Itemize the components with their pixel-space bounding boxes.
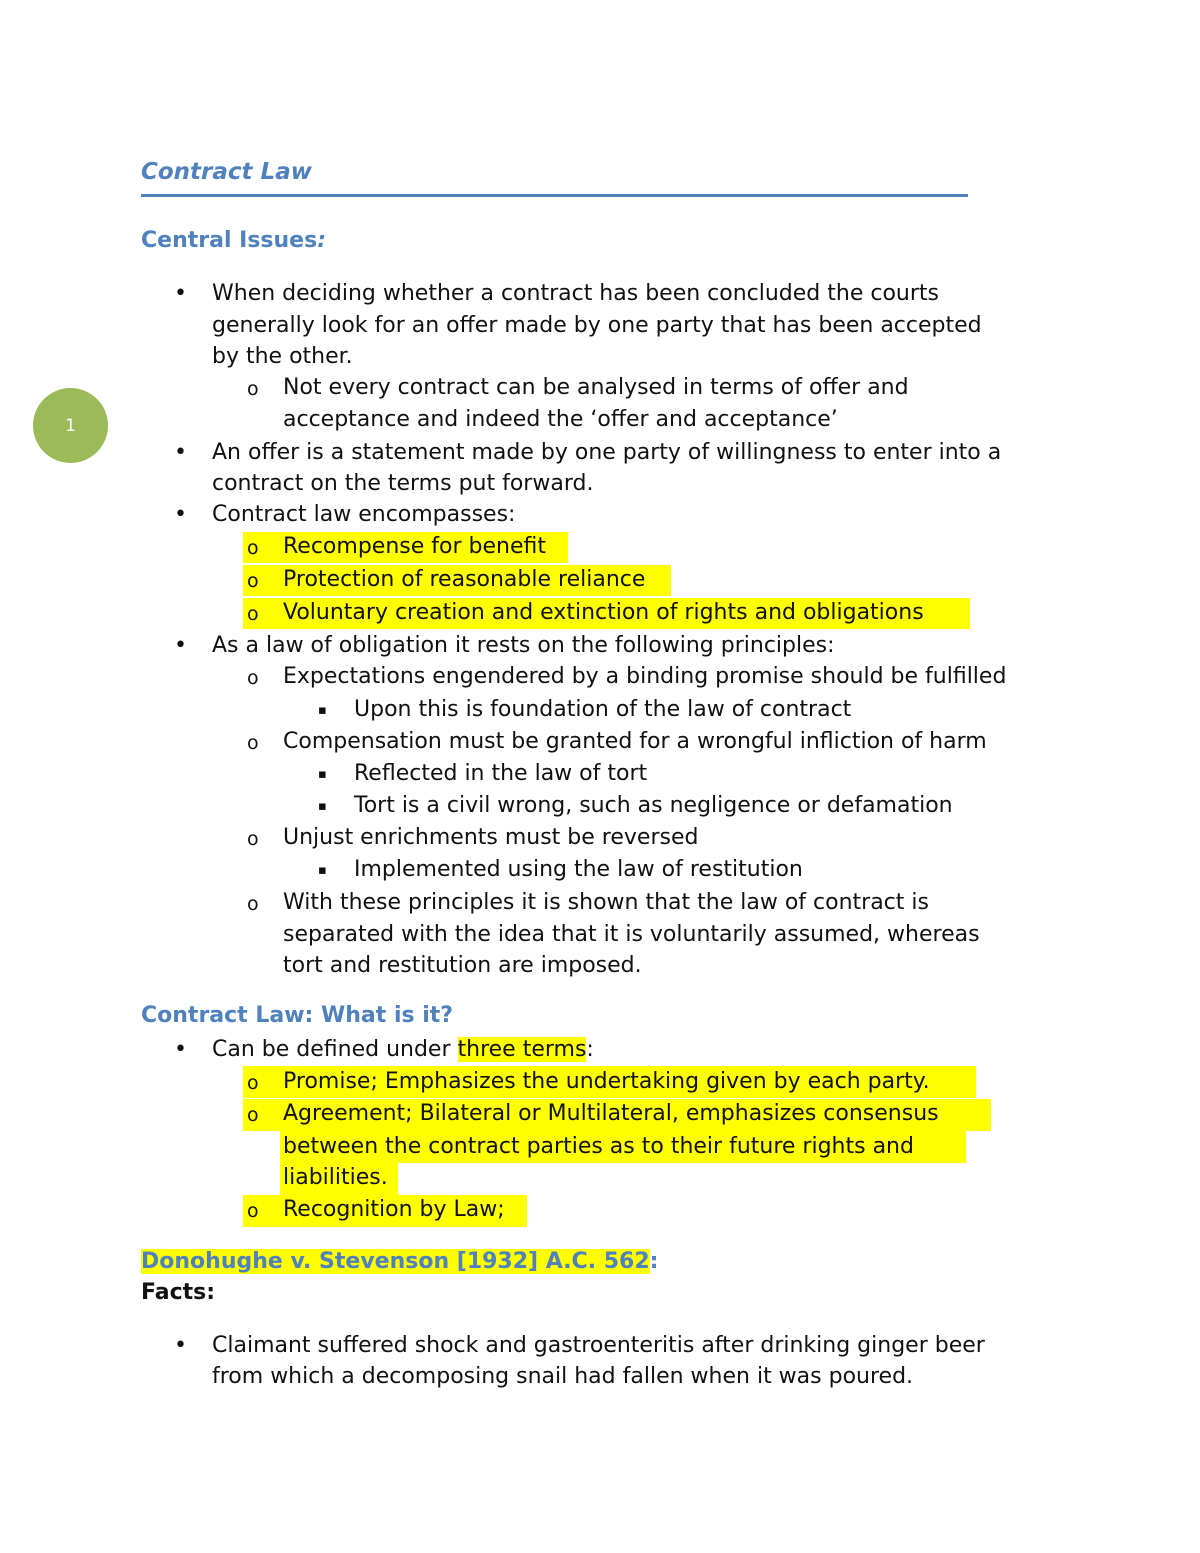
sub-sub-list-item: Implemented using the law of restitution	[354, 857, 803, 882]
list-item-continued: generally look for an offer made by one party that has been accepted	[212, 313, 982, 338]
sub-list-item-continued: acceptance and indeed the ‘offer and acceptance’	[283, 407, 838, 432]
bullet-glyph: •	[174, 1333, 187, 1358]
square-bullet-glyph: ▪	[318, 767, 327, 782]
sub-list-item-continued: separated with the idea that it is voluntarily assumed, whereas	[283, 922, 980, 947]
sub-list-item-highlighted: Protection of reasonable reliance	[283, 567, 646, 592]
case-heading: Donohughe v. Stevenson [1932] A.C. 562:	[141, 1249, 659, 1274]
circle-bullet-glyph: o	[247, 570, 259, 592]
circle-bullet-glyph: o	[247, 603, 259, 625]
circle-bullet-glyph: o	[247, 732, 259, 754]
bullet-glyph: •	[174, 281, 187, 306]
bullet-glyph: •	[174, 502, 187, 527]
list-item: As a law of obligation it rests on the following principles:	[212, 633, 835, 658]
sub-list-item-continued-highlighted: between the contract parties as to their future rights and	[283, 1134, 914, 1159]
square-bullet-glyph: ▪	[318, 703, 327, 718]
sub-sub-list-item: Upon this is foundation of the law of contract	[354, 697, 852, 722]
circle-bullet-glyph: o	[247, 378, 259, 400]
sub-list-item-continued-highlighted: liabilities.	[283, 1165, 388, 1190]
list-item-continued: from which a decomposing snail had fallen when it was poured.	[212, 1364, 914, 1389]
list-item: Contract law encompasses:	[212, 502, 516, 527]
page-number-badge	[33, 388, 108, 463]
page-number: 1	[65, 415, 76, 436]
sub-list-item-continued: tort and restitution are imposed.	[283, 953, 642, 978]
list-item: An offer is a statement made by one party of willingness to enter into a	[212, 440, 1002, 465]
circle-bullet-glyph: o	[247, 893, 259, 915]
bullet-glyph: •	[174, 633, 187, 658]
bullet-glyph: •	[174, 1037, 187, 1062]
section-heading-central-issues: Central Issues:	[141, 228, 327, 253]
circle-bullet-glyph: o	[247, 1072, 259, 1094]
case-citation: Donohughe v. Stevenson [1932] A.C. 562	[141, 1249, 650, 1274]
circle-bullet-glyph: o	[247, 1104, 259, 1126]
list-item: Claimant suffered shock and gastroenteritis after drinking ginger beer	[212, 1333, 985, 1358]
sub-sub-list-item: Reflected in the law of tort	[354, 761, 648, 786]
list-item: When deciding whether a contract has been concluded the courts	[212, 281, 939, 306]
circle-bullet-glyph: o	[247, 1200, 259, 1222]
sub-sub-list-item: Tort is a civil wrong, such as negligence or defamation	[354, 793, 953, 818]
sub-list-item: Unjust enrichments must be reversed	[283, 825, 699, 850]
sub-list-item: Expectations engendered by a binding promise should be fulfilled	[283, 664, 1007, 689]
sub-list-item: With these principles it is shown that the law of contract is	[283, 890, 929, 915]
list-item: Can be defined under three terms:	[212, 1037, 594, 1062]
highlighted-text: three terms	[457, 1037, 587, 1062]
sub-list-item-highlighted: Promise; Emphasizes the undertaking given by each party.	[283, 1069, 930, 1094]
square-bullet-glyph: ▪	[318, 863, 327, 878]
list-item-continued: contract on the terms put forward.	[212, 471, 594, 496]
sub-list-item: Not every contract can be analysed in terms of offer and	[283, 375, 909, 400]
title-underline	[141, 194, 968, 197]
sub-list-item-highlighted: Agreement; Bilateral or Multilateral, emphasizes consensus	[283, 1101, 939, 1126]
sub-list-item-highlighted: Recompense for benefit	[283, 534, 546, 559]
circle-bullet-glyph: o	[247, 537, 259, 559]
bullet-glyph: •	[174, 440, 187, 465]
square-bullet-glyph: ▪	[318, 799, 327, 814]
sub-list-item: Compensation must be granted for a wrongful infliction of harm	[283, 729, 987, 754]
circle-bullet-glyph: o	[247, 828, 259, 850]
document-title: Contract Law	[141, 159, 312, 185]
circle-bullet-glyph: o	[247, 667, 259, 689]
sub-list-item-highlighted: Voluntary creation and extinction of rights and obligations	[283, 600, 924, 625]
list-item-continued: by the other.	[212, 344, 353, 369]
sub-list-item-highlighted: Recognition by Law;	[283, 1197, 505, 1222]
section-heading-what-is-it: Contract Law: What is it?	[141, 1003, 454, 1028]
facts-label: Facts:	[141, 1280, 216, 1305]
